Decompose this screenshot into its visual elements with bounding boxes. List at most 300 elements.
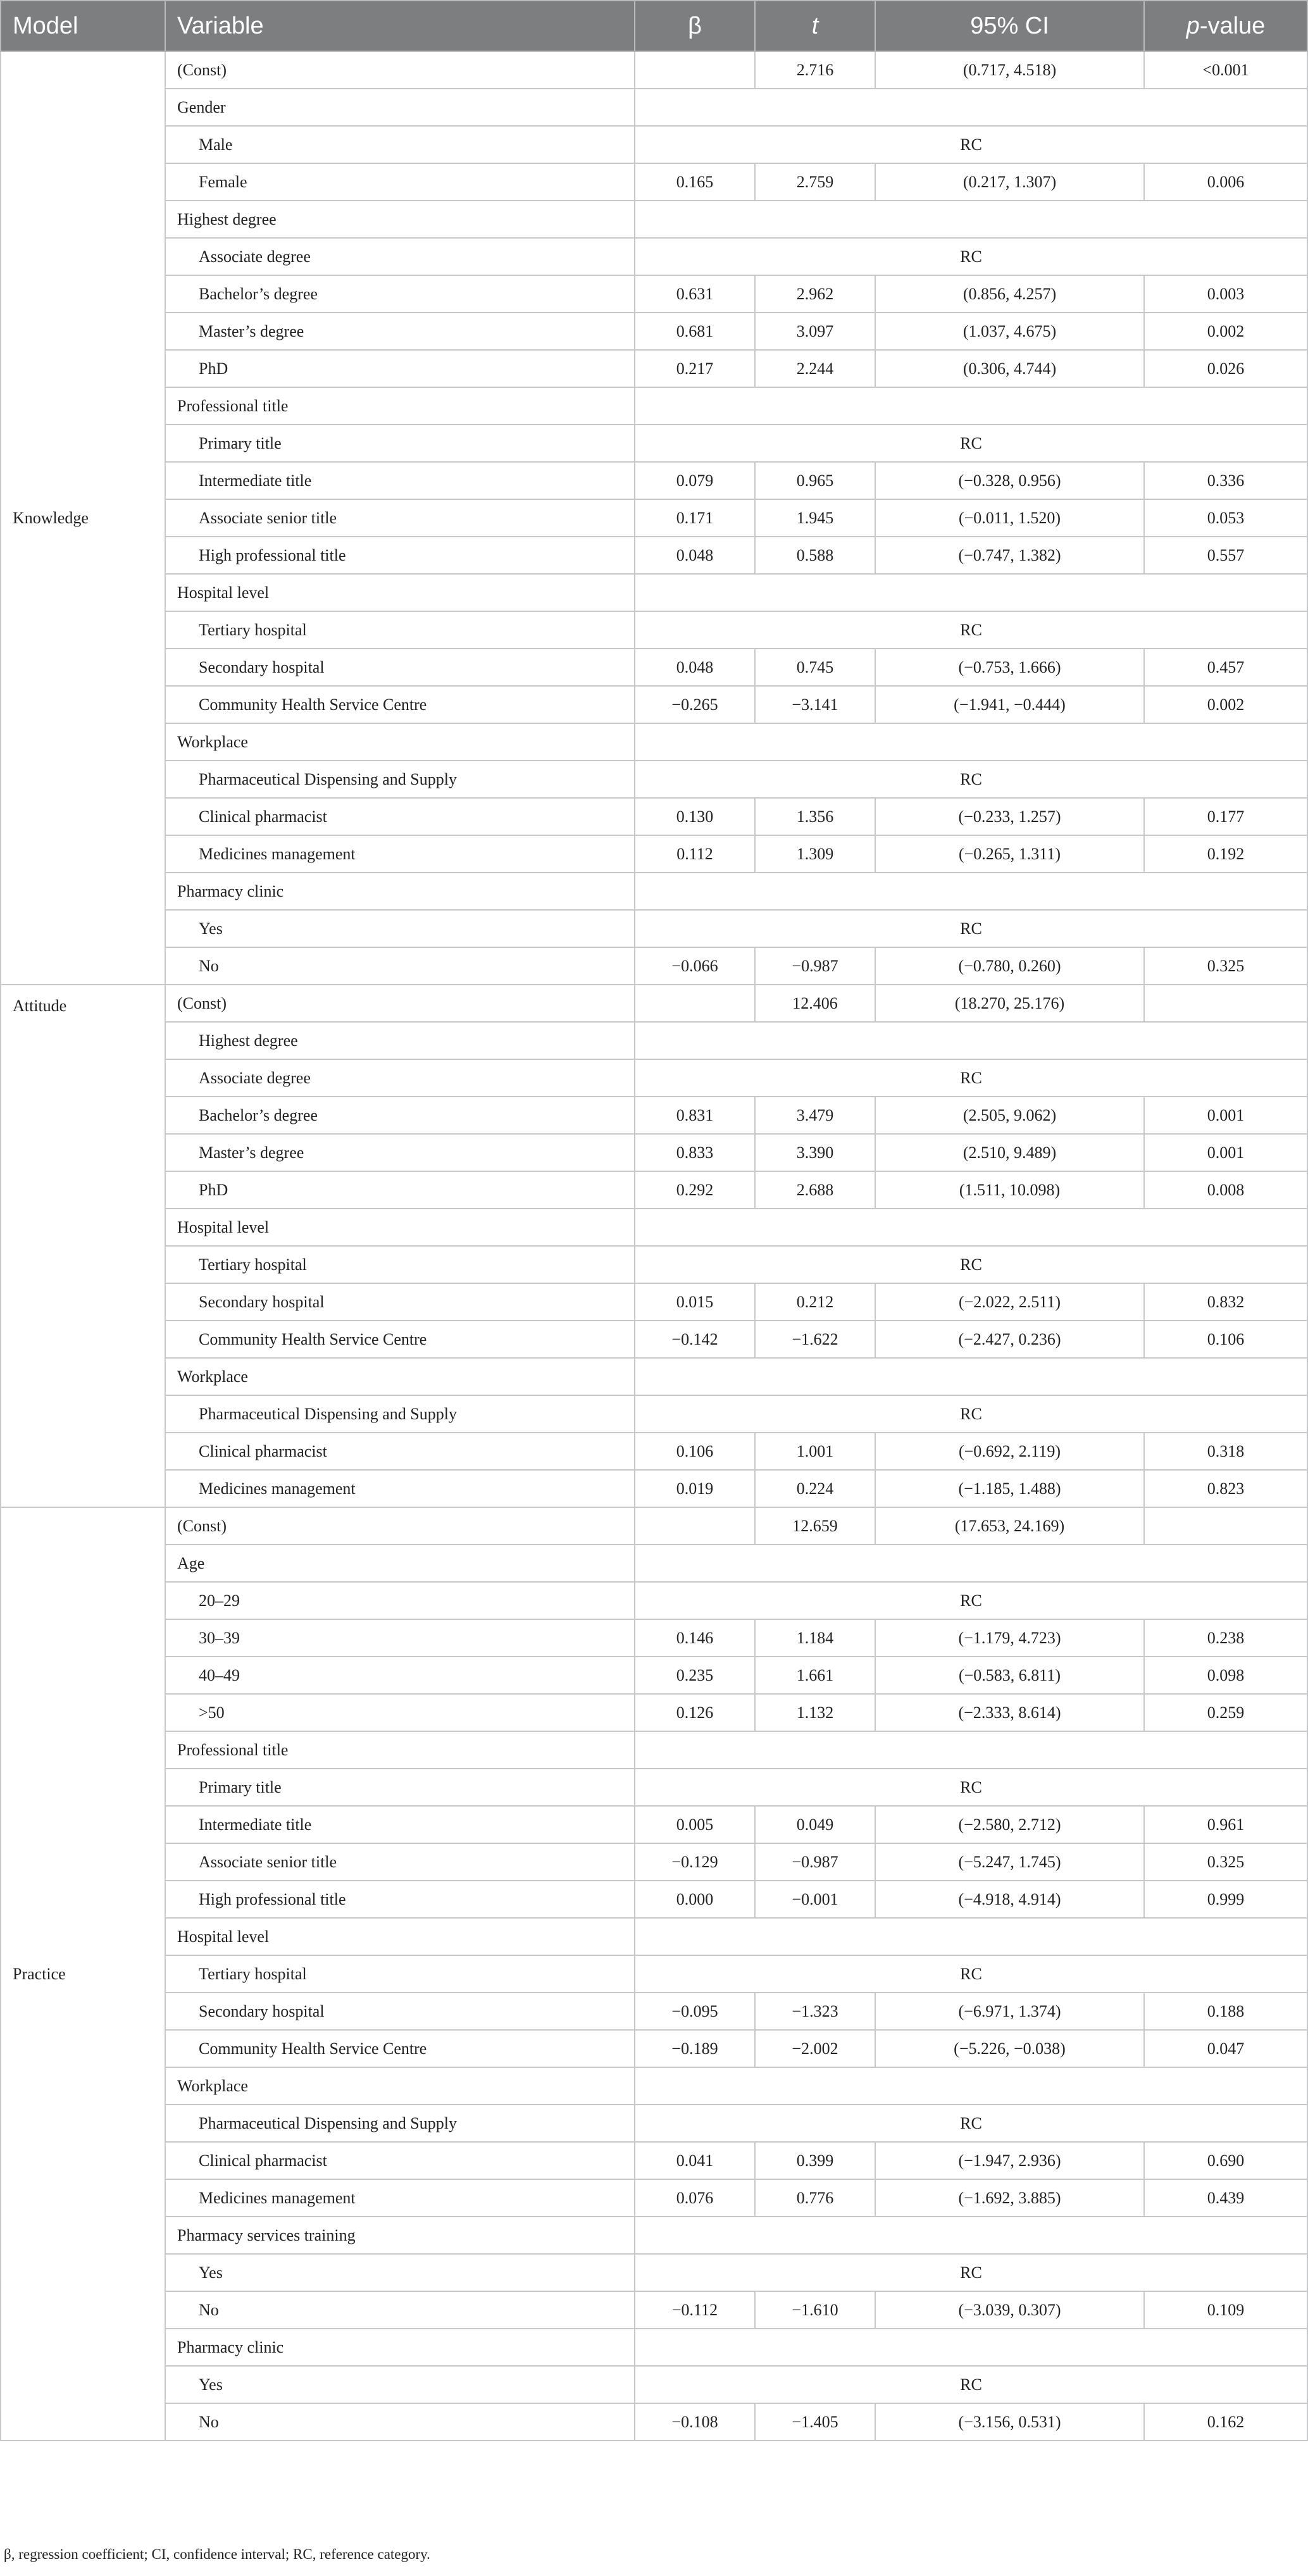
ci-value: (−5.226, −0.038) [875, 2030, 1144, 2067]
ci-value: (−3.156, 0.531) [875, 2403, 1144, 2441]
p-value: 0.457 [1144, 649, 1307, 686]
empty-cell [635, 1545, 1307, 1582]
table-header-row [1, 1, 1307, 51]
table-row [1, 2179, 1307, 2217]
beta-value: 0.130 [635, 798, 755, 835]
table-row [1, 723, 1307, 761]
t-value: 0.776 [755, 2179, 875, 2217]
beta-value: 0.112 [635, 835, 755, 873]
ci-value: (−2.580, 2.712) [875, 1806, 1144, 1843]
header-ci: 95% CI [875, 1, 1144, 51]
variable-label: High professional title [165, 1881, 635, 1918]
variable-label: Yes [165, 910, 635, 947]
table-row [1, 2403, 1307, 2441]
table-row [1, 126, 1307, 163]
t-value: 1.309 [755, 835, 875, 873]
variable-label: Pharmaceutical Dispensing and Supply [165, 761, 635, 798]
t-value: 12.659 [755, 1507, 875, 1545]
variable-label: Community Health Service Centre [165, 686, 635, 723]
p-value: 0.318 [1144, 1433, 1307, 1470]
variable-label: Yes [165, 2366, 635, 2403]
beta-value: 0.079 [635, 462, 755, 499]
beta-value: −0.112 [635, 2291, 755, 2329]
header-t-text: t [811, 12, 819, 39]
empty-cell [635, 89, 1307, 126]
variable-label: Associate senior title [165, 1843, 635, 1881]
beta-value: 0.165 [635, 163, 755, 201]
t-value: 1.356 [755, 798, 875, 835]
t-value: 1.132 [755, 1694, 875, 1731]
variable-label: Associate senior title [165, 499, 635, 537]
variable-label: Bachelor’s degree [165, 275, 635, 313]
p-value: 0.238 [1144, 1619, 1307, 1657]
ci-value: (−2.427, 0.236) [875, 1321, 1144, 1358]
table-body [1, 51, 1307, 2441]
p-value: 0.832 [1144, 1283, 1307, 1321]
variable-label: Hospital level [165, 1209, 635, 1246]
ci-value: (−6.971, 1.374) [875, 1993, 1144, 2030]
beta-value: 0.000 [635, 1881, 755, 1918]
ci-value: (−0.265, 1.311) [875, 835, 1144, 873]
reference-category: RC [635, 611, 1307, 649]
reference-category: RC [635, 1582, 1307, 1619]
variable-label: Secondary hospital [165, 1993, 635, 2030]
variable-label: 40–49 [165, 1657, 635, 1694]
beta-value: 0.217 [635, 350, 755, 387]
table-row [1, 350, 1307, 387]
reference-category: RC [635, 1955, 1307, 1993]
ci-value: (−1.947, 2.936) [875, 2142, 1144, 2179]
beta-value [635, 1507, 755, 1545]
variable-label: PhD [165, 350, 635, 387]
p-value: 0.008 [1144, 1171, 1307, 1209]
p-value: 0.002 [1144, 686, 1307, 723]
variable-label: Primary title [165, 1769, 635, 1806]
variable-label: Secondary hospital [165, 1283, 635, 1321]
reference-category: RC [635, 2254, 1307, 2291]
beta-value: 0.015 [635, 1283, 755, 1321]
variable-label: Professional title [165, 387, 635, 425]
ci-value: (−0.011, 1.520) [875, 499, 1144, 537]
t-value: −1.405 [755, 2403, 875, 2441]
table-row [1, 1097, 1307, 1134]
p-value: 0.823 [1144, 1470, 1307, 1507]
ci-value: (−2.333, 8.614) [875, 1694, 1144, 1731]
beta-value: 0.005 [635, 1806, 755, 1843]
p-value: 0.259 [1144, 1694, 1307, 1731]
t-value: 3.097 [755, 313, 875, 350]
table-row [1, 1209, 1307, 1246]
t-value: 1.661 [755, 1657, 875, 1694]
t-value: 0.224 [755, 1470, 875, 1507]
table-row [1, 1171, 1307, 1209]
ci-value: (−0.753, 1.666) [875, 649, 1144, 686]
header-p-italic: p [1186, 12, 1200, 39]
table-row [1, 574, 1307, 611]
table-row [1, 2142, 1307, 2179]
table-row [1, 835, 1307, 873]
reference-category: RC [635, 238, 1307, 275]
beta-value: −0.189 [635, 2030, 755, 2067]
reference-category: RC [635, 761, 1307, 798]
table-row [1, 1955, 1307, 1993]
variable-label: Associate degree [165, 1059, 635, 1097]
empty-cell [635, 2329, 1307, 2366]
ci-value: (−0.233, 1.257) [875, 798, 1144, 835]
variable-label: No [165, 947, 635, 985]
variable-label: Hospital level [165, 574, 635, 611]
p-value: 0.325 [1144, 947, 1307, 985]
table-row [1, 1395, 1307, 1433]
table-row [1, 238, 1307, 275]
ci-value: (−0.692, 2.119) [875, 1433, 1144, 1470]
t-value: −0.987 [755, 1843, 875, 1881]
table-row [1, 1657, 1307, 1694]
table-row [1, 2030, 1307, 2067]
model-name: Practice [1, 1507, 165, 2441]
beta-value: 0.292 [635, 1171, 755, 1209]
header-variable: Variable [165, 1, 635, 51]
empty-cell [635, 2067, 1307, 2105]
ci-value: (0.217, 1.307) [875, 163, 1144, 201]
table-row [1, 1134, 1307, 1171]
variable-label: (Const) [165, 985, 635, 1022]
beta-value: 0.831 [635, 1097, 755, 1134]
p-value [1144, 985, 1307, 1022]
variable-label: Workplace [165, 723, 635, 761]
ci-value: (2.510, 9.489) [875, 1134, 1144, 1171]
empty-cell [635, 1918, 1307, 1955]
variable-label: Pharmaceutical Dispensing and Supply [165, 2105, 635, 2142]
ci-value: (−0.747, 1.382) [875, 537, 1144, 574]
t-value: 12.406 [755, 985, 875, 1022]
variable-label: Medicines management [165, 1470, 635, 1507]
ci-value: (0.306, 4.744) [875, 350, 1144, 387]
table-row [1, 1283, 1307, 1321]
p-value: 0.325 [1144, 1843, 1307, 1881]
t-value: −1.622 [755, 1321, 875, 1358]
model-name: Knowledge [1, 51, 165, 985]
p-value: 0.162 [1144, 2403, 1307, 2441]
table-row [1, 499, 1307, 537]
t-value: 0.745 [755, 649, 875, 686]
variable-label: Pharmacy services training [165, 2217, 635, 2254]
table-row [1, 761, 1307, 798]
variable-label: Master’s degree [165, 313, 635, 350]
table-row [1, 2291, 1307, 2329]
table-row [1, 1358, 1307, 1395]
header-beta: β [635, 1, 755, 51]
variable-label: Bachelor’s degree [165, 1097, 635, 1134]
p-value: 0.106 [1144, 1321, 1307, 1358]
reference-category: RC [635, 2366, 1307, 2403]
empty-cell [635, 723, 1307, 761]
p-value: 0.006 [1144, 163, 1307, 201]
t-value: 2.759 [755, 163, 875, 201]
beta-value: 0.048 [635, 537, 755, 574]
table-row [1, 1731, 1307, 1769]
p-value: 0.098 [1144, 1657, 1307, 1694]
empty-cell [635, 1358, 1307, 1395]
beta-value: 0.048 [635, 649, 755, 686]
p-value: 0.177 [1144, 798, 1307, 835]
p-value: <0.001 [1144, 51, 1307, 89]
ci-value: (1.511, 10.098) [875, 1171, 1144, 1209]
p-value: 0.053 [1144, 499, 1307, 537]
table-row [1, 1059, 1307, 1097]
beta-value: −0.108 [635, 2403, 755, 2441]
t-value: 2.962 [755, 275, 875, 313]
p-value: 0.001 [1144, 1097, 1307, 1134]
ci-value: (17.653, 24.169) [875, 1507, 1144, 1545]
t-value: −0.001 [755, 1881, 875, 1918]
variable-label: Clinical pharmacist [165, 798, 635, 835]
variable-label: No [165, 2403, 635, 2441]
beta-value: 0.171 [635, 499, 755, 537]
table-row [1, 89, 1307, 126]
table-row [1, 910, 1307, 947]
ci-value: (2.505, 9.062) [875, 1097, 1144, 1134]
t-value: 1.184 [755, 1619, 875, 1657]
table-row [1, 425, 1307, 462]
ci-value: (−5.247, 1.745) [875, 1843, 1144, 1881]
empty-cell [635, 201, 1307, 238]
table-row [1, 1918, 1307, 1955]
table-row [1, 1433, 1307, 1470]
table-row [1, 1843, 1307, 1881]
table-row [1, 947, 1307, 985]
p-value: 0.002 [1144, 313, 1307, 350]
beta-value [635, 985, 755, 1022]
beta-value: 0.126 [635, 1694, 755, 1731]
t-value: 2.244 [755, 350, 875, 387]
t-value: 0.399 [755, 2142, 875, 2179]
beta-value: 0.146 [635, 1619, 755, 1657]
variable-label: Tertiary hospital [165, 611, 635, 649]
reference-category: RC [635, 2105, 1307, 2142]
header-p-value [1144, 1, 1307, 51]
table-row [1, 2067, 1307, 2105]
empty-cell [635, 574, 1307, 611]
variable-label: Workplace [165, 2067, 635, 2105]
variable-label: Professional title [165, 1731, 635, 1769]
beta-value [635, 51, 755, 89]
beta-value: 0.235 [635, 1657, 755, 1694]
table-row [1, 1022, 1307, 1059]
variable-label: Community Health Service Centre [165, 2030, 635, 2067]
variable-label: Yes [165, 2254, 635, 2291]
reference-category: RC [635, 1246, 1307, 1283]
ci-value: (1.037, 4.675) [875, 313, 1144, 350]
empty-cell [635, 2217, 1307, 2254]
p-value: 0.109 [1144, 2291, 1307, 2329]
header-p-rest: -value [1199, 12, 1266, 39]
ci-value: (−1.185, 1.488) [875, 1470, 1144, 1507]
ci-value: (−1.179, 4.723) [875, 1619, 1144, 1657]
t-value: −0.987 [755, 947, 875, 985]
table-row [1, 462, 1307, 499]
t-value: −1.323 [755, 1993, 875, 2030]
table-row [1, 1806, 1307, 1843]
p-value: 0.192 [1144, 835, 1307, 873]
variable-label: High professional title [165, 537, 635, 574]
beta-value: 0.019 [635, 1470, 755, 1507]
variable-label: PhD [165, 1171, 635, 1209]
t-value: 0.049 [755, 1806, 875, 1843]
t-value: 0.212 [755, 1283, 875, 1321]
beta-value: 0.076 [635, 2179, 755, 2217]
table-row [1, 686, 1307, 723]
ci-value: (−4.918, 4.914) [875, 1881, 1144, 1918]
ci-value: (0.856, 4.257) [875, 275, 1144, 313]
variable-label: Medicines management [165, 2179, 635, 2217]
table-row [1, 275, 1307, 313]
variable-label: Intermediate title [165, 462, 635, 499]
table-row [1, 1582, 1307, 1619]
p-value [1144, 1507, 1307, 1545]
p-value: 0.188 [1144, 1993, 1307, 2030]
table-row [1, 51, 1307, 89]
table-row [1, 1507, 1307, 1545]
table-row [1, 201, 1307, 238]
reference-category: RC [635, 1769, 1307, 1806]
variable-label: >50 [165, 1694, 635, 1731]
variable-label: Male [165, 126, 635, 163]
ci-value: (0.717, 4.518) [875, 51, 1144, 89]
table-row [1, 1619, 1307, 1657]
variable-label: Highest degree [165, 1022, 635, 1059]
empty-cell [635, 1209, 1307, 1246]
beta-value: 0.631 [635, 275, 755, 313]
variable-label: Associate degree [165, 238, 635, 275]
p-value: 0.047 [1144, 2030, 1307, 2067]
empty-cell [635, 1731, 1307, 1769]
p-value: 0.557 [1144, 537, 1307, 574]
reference-category: RC [635, 425, 1307, 462]
t-value: 1.001 [755, 1433, 875, 1470]
header-t [755, 1, 875, 51]
variable-label: 30–39 [165, 1619, 635, 1657]
p-value: 0.003 [1144, 275, 1307, 313]
variable-label: Master’s degree [165, 1134, 635, 1171]
table-row [1, 2329, 1307, 2366]
variable-label: Medicines management [165, 835, 635, 873]
ci-value: (−1.941, −0.444) [875, 686, 1144, 723]
table-row [1, 313, 1307, 350]
variable-label: Pharmaceutical Dispensing and Supply [165, 1395, 635, 1433]
empty-cell [635, 387, 1307, 425]
p-value: 0.690 [1144, 2142, 1307, 2179]
table-row [1, 873, 1307, 910]
variable-label: Pharmacy clinic [165, 2329, 635, 2366]
beta-value: 0.041 [635, 2142, 755, 2179]
table-row [1, 1993, 1307, 2030]
ci-value: (−2.022, 2.511) [875, 1283, 1144, 1321]
beta-value: 0.681 [635, 313, 755, 350]
t-value: 3.390 [755, 1134, 875, 1171]
empty-cell [635, 1022, 1307, 1059]
t-value: −1.610 [755, 2291, 875, 2329]
beta-value: 0.833 [635, 1134, 755, 1171]
table-row [1, 985, 1307, 1022]
table-row [1, 649, 1307, 686]
p-value: 0.999 [1144, 1881, 1307, 1918]
beta-value: −0.142 [635, 1321, 755, 1358]
table-row [1, 2217, 1307, 2254]
t-value: 1.945 [755, 499, 875, 537]
table-row [1, 1321, 1307, 1358]
reference-category: RC [635, 126, 1307, 163]
variable-label: Secondary hospital [165, 649, 635, 686]
variable-label: Tertiary hospital [165, 1955, 635, 1993]
t-value: −3.141 [755, 686, 875, 723]
t-value: −2.002 [755, 2030, 875, 2067]
beta-value: 0.106 [635, 1433, 755, 1470]
t-value: 3.479 [755, 1097, 875, 1134]
table-row [1, 1881, 1307, 1918]
header-model: Model [1, 1, 165, 51]
table-row [1, 2105, 1307, 2142]
reference-category: RC [635, 1059, 1307, 1097]
ci-value: (18.270, 25.176) [875, 985, 1144, 1022]
variable-label: Hospital level [165, 1918, 635, 1955]
ci-value: (−0.583, 6.811) [875, 1657, 1144, 1694]
variable-label: No [165, 2291, 635, 2329]
empty-cell [635, 873, 1307, 910]
variable-label: Intermediate title [165, 1806, 635, 1843]
reference-category: RC [635, 910, 1307, 947]
table-row [1, 611, 1307, 649]
beta-value: −0.066 [635, 947, 755, 985]
ci-value: (−1.692, 3.885) [875, 2179, 1144, 2217]
variable-label: Highest degree [165, 201, 635, 238]
beta-value: −0.265 [635, 686, 755, 723]
variable-label: (Const) [165, 51, 635, 89]
variable-label: Tertiary hospital [165, 1246, 635, 1283]
variable-label: Workplace [165, 1358, 635, 1395]
beta-value: −0.095 [635, 1993, 755, 2030]
variable-label: Female [165, 163, 635, 201]
ci-value: (−0.328, 0.956) [875, 462, 1144, 499]
variable-label: Gender [165, 89, 635, 126]
t-value: 2.688 [755, 1171, 875, 1209]
p-value: 0.961 [1144, 1806, 1307, 1843]
ci-value: (−3.039, 0.307) [875, 2291, 1144, 2329]
p-value: 0.026 [1144, 350, 1307, 387]
table-row [1, 163, 1307, 201]
variable-label: Community Health Service Centre [165, 1321, 635, 1358]
ci-value: (−0.780, 0.260) [875, 947, 1144, 985]
table-row [1, 1694, 1307, 1731]
p-value: 0.439 [1144, 2179, 1307, 2217]
table-row [1, 798, 1307, 835]
table-row [1, 1769, 1307, 1806]
table-row [1, 2254, 1307, 2291]
table-footnote: β, regression coefficient; CI, confidence interval; RC, reference category. [4, 2546, 430, 2562]
p-value: 0.001 [1144, 1134, 1307, 1171]
reference-category: RC [635, 1395, 1307, 1433]
p-value: 0.336 [1144, 462, 1307, 499]
t-value: 0.588 [755, 537, 875, 574]
table-row [1, 1470, 1307, 1507]
variable-label: (Const) [165, 1507, 635, 1545]
table-row [1, 1545, 1307, 1582]
variable-label: Clinical pharmacist [165, 2142, 635, 2179]
variable-label: Primary title [165, 425, 635, 462]
table-row [1, 2366, 1307, 2403]
beta-value: −0.129 [635, 1843, 755, 1881]
variable-label: 20–29 [165, 1582, 635, 1619]
